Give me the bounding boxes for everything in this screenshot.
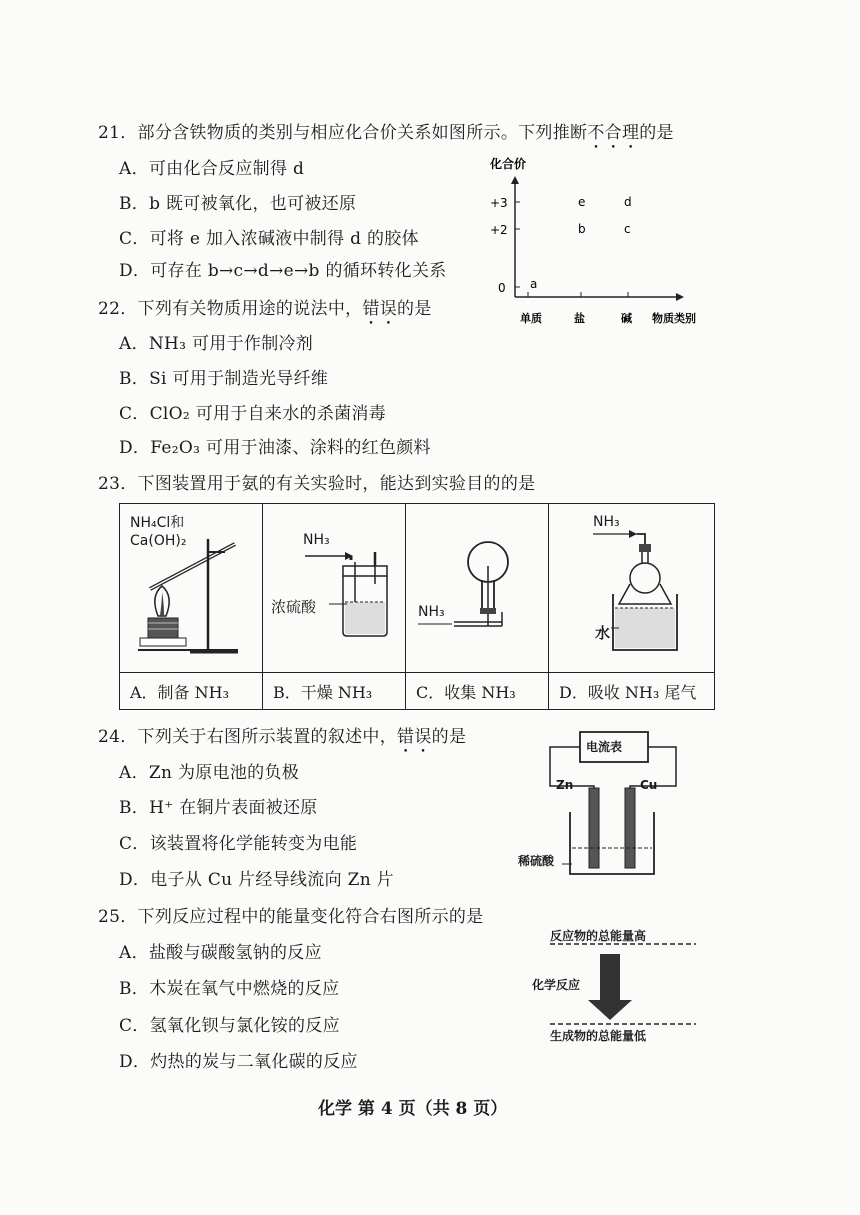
q21-option-d: D．可存在 b→c→d→e→b 的循环转化关系 — [119, 261, 447, 281]
q24-option-c: C．该装置将化学能转变为电能 — [119, 834, 358, 854]
zn-label: Zn — [556, 778, 574, 792]
chart-xlabel: 物质类别 — [652, 312, 696, 325]
chart-ytick: +2 — [490, 223, 508, 237]
apparatus-a-label1: NH₄Cl和 — [130, 515, 185, 531]
apparatus-a — [120, 504, 263, 673]
q21-valence-chart — [480, 152, 720, 330]
q25-option-c: C．氢氧化钡与氯化铵的反应 — [119, 1016, 340, 1036]
apparatus-c-drawing — [406, 504, 548, 673]
apparatus-c-gas-label: NH₃ — [418, 604, 445, 620]
q22-option-c: C．ClO₂ 可用于自来水的杀菌消毒 — [119, 404, 387, 424]
apparatus-a-label2: Ca(OH)₂ — [130, 533, 187, 549]
caption-b: B．干燥 NH₃ — [263, 673, 406, 710]
apparatus-a-drawing — [120, 504, 262, 673]
dilute-acid-label: 稀硫酸 — [518, 854, 555, 868]
chart-point-d: d — [624, 195, 632, 209]
q23-stem: 23．下图装置用于氨的有关实验时，能达到实验目的的是 — [98, 474, 536, 494]
q24-galvanic-cell-figure — [518, 728, 688, 888]
apparatus-c — [406, 504, 549, 673]
page-footer: 化学 第 4 页（共 8 页） — [318, 1099, 508, 1119]
q21-stem-tail: 的是 — [639, 123, 674, 143]
q25-energy-figure — [528, 924, 708, 1046]
apparatus-d — [549, 504, 715, 673]
caption-a: A．制备 NH₃ — [120, 673, 263, 710]
caption-d: D．吸收 NH₃ 尾气 — [549, 673, 715, 710]
product-energy-label: 生成物的总能量低 — [550, 1029, 647, 1043]
chart-ytick: +3 — [490, 196, 508, 210]
q23-apparatus-table — [119, 503, 715, 710]
apparatus-b-gas-label: NH₃ — [303, 532, 330, 548]
apparatus-d-drawing — [549, 504, 719, 673]
q21-option-c: C．可将 e 加入浓碱液中制得 d 的胶体 — [119, 229, 419, 249]
q24-option-b: B．H⁺ 在铜片表面被还原 — [119, 798, 318, 818]
chart-point-a: a — [530, 277, 538, 291]
q24-option-d: D．电子从 Cu 片经导线流向 Zn 片 — [119, 870, 394, 890]
q21-stem — [98, 118, 674, 153]
chart-xtick: 碱 — [621, 312, 632, 325]
q25-option-a: A．盐酸与碳酸氢钠的反应 — [119, 943, 322, 963]
chart-xtick: 单质 — [520, 312, 542, 325]
chart-x-arrow — [676, 293, 684, 301]
q21-option-a: A．可由化合反应制得 d — [119, 159, 305, 179]
chart-ytick: 0 — [498, 281, 506, 295]
q22-option-d: D．Fe₂O₃ 可用于油漆、涂料的红色颜料 — [119, 438, 431, 458]
q21-stem-text: 21．部分含铁物质的类别与相应化合价关系如图所示。下列推断 — [98, 123, 588, 143]
chart-point-e: e — [578, 195, 586, 209]
apparatus-d-gas-label: NH₃ — [593, 514, 620, 530]
q22-option-a: A．NH₃ 可用于作制冷剂 — [119, 334, 314, 354]
caption-c: C．收集 NH₃ — [406, 673, 549, 710]
apparatus-b — [263, 504, 406, 673]
chart-ylabel: 化合价 — [490, 157, 527, 171]
reactant-energy-label: 反应物的总能量高 — [550, 929, 647, 943]
q21-stem-emphasis: 不合理 — [587, 123, 640, 143]
chart-y-arrow — [511, 176, 519, 184]
q25-option-b: B．木炭在氧气中燃烧的反应 — [119, 979, 340, 999]
q24-stem: 24．下列关于右图所示装置的叙述中，错误的是 — [98, 727, 467, 747]
apparatus-b-drawing — [263, 504, 405, 673]
apparatus-b-acid-label: 浓硫酸 — [271, 598, 317, 616]
q25-option-d: D．灼热的炭与二氧化碳的反应 — [119, 1052, 358, 1072]
cu-label: Cu — [640, 778, 658, 792]
q21-option-b: B．b 既可被氧化，也可被还原 — [119, 194, 357, 214]
apparatus-d-water-label: 水 — [595, 624, 611, 642]
q22-stem: 22．下列有关物质用途的说法中，错误的是 — [98, 299, 432, 319]
reaction-label: 化学反应 — [532, 978, 581, 992]
q25-stem: 25．下列反应过程中的能量变化符合右图所示的是 — [98, 907, 484, 927]
q24-option-a: A．Zn 为原电池的负极 — [119, 763, 300, 783]
chart-xtick: 盐 — [574, 312, 585, 325]
q22-option-b: B．Si 可用于制造光导纤维 — [119, 369, 329, 389]
chart-point-c: c — [624, 222, 631, 236]
chart-point-b: b — [578, 222, 586, 236]
energy-down-arrow — [588, 954, 632, 1020]
ammeter-label: 电流表 — [586, 740, 623, 754]
